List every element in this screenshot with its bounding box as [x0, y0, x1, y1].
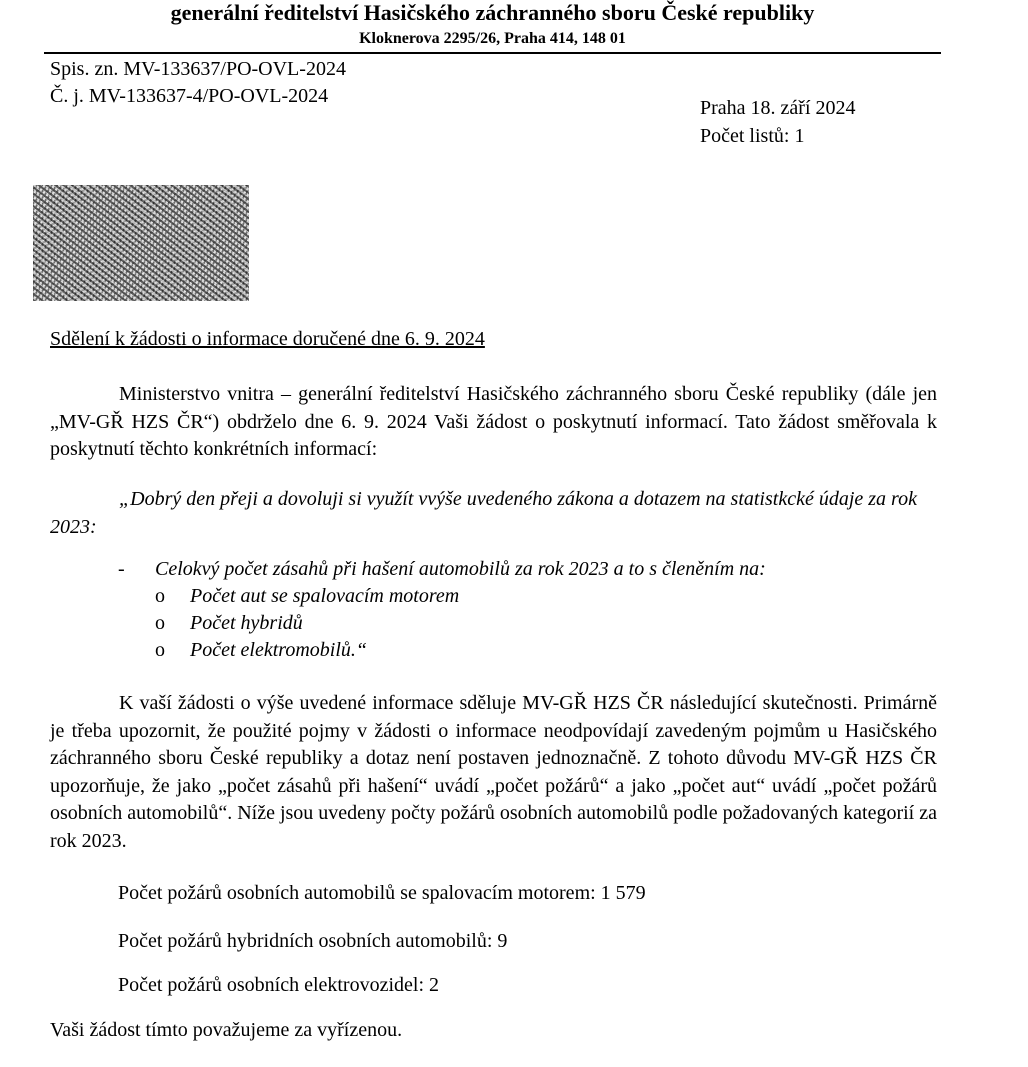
organization-name: generální ředitelství Hasičského záchranného sboru České republiky: [170, 0, 815, 25]
count-electric: Počet požárů osobních elektrovozidel: 2: [118, 974, 440, 996]
circle-bullet: o: [155, 585, 165, 607]
count-combustion-engine: Počet požárů osobních automobilů se spalovacím motorem: 1 579: [118, 882, 646, 904]
header-divider: [44, 52, 941, 54]
count-hybrid: Počet požárů hybridních osobních automobilů: 9: [118, 930, 508, 952]
request-sub-item: Počet elektromobilů.“: [190, 639, 367, 661]
quoted-request: „Dobrý den přeji a dovoluji si využít vvýše uvedeného zákona a dotazem na statistkcké údaje za rok 2023:: [50, 488, 917, 538]
circle-bullet: o: [155, 612, 165, 634]
letter-subject: Sdělení k žádosti o informace doručené dne 6. 9. 2024: [50, 328, 485, 350]
organization-address: Kloknerova 2295/26, Praha 414, 148 01: [359, 30, 626, 47]
redacted-recipient-block: [33, 185, 249, 301]
request-sub-item: Počet hybridů: [190, 612, 303, 634]
closing-sentence: Vaši žádost tímto považujeme za vyřízenou.: [50, 1019, 403, 1041]
intro-paragraph: Ministerstvo vnitra – generální ředitelství Hasičského záchranného sboru České republiky (dále jen „MV-GŘ HZS ČR“) obdrželo dne 6. 9. 2024 Vaši žádost o poskytnutí informací. Tato žádost směřovala k poskytnutí těchto konkrétních informací:: [50, 383, 937, 460]
file-number: Spis. zn. MV-133637/PO-OVL-2024: [50, 58, 346, 80]
response-paragraph: K vaší žádosti o výše uvedené informace sděluje MV-GŘ HZS ČR následující skutečnosti. Primárně je třeba upozornit, že použité pojmy v žádosti o informace neodpovídají zavedeným pojmům u Hasičského záchranného sboru České republiky a dotaz není postaven jednoznačně. Z tohoto důvodu MV-GŘ HZS ČR upozorňuje, že jako „počet zásahů při hašení“ uvádí „počet požárů“ a jako „počet aut“ uvádí „počet požárů osobních automobilů“. Níže jsou uvedeny počty požárů osobních automobilů podle požadovaných kategorií za rok 2023.: [50, 692, 937, 852]
circle-bullet: o: [155, 639, 165, 661]
dash-bullet: -: [118, 558, 125, 580]
letter-date: Praha 18. září 2024: [700, 97, 856, 119]
reference-number: Č. j. MV-133637-4/PO-OVL-2024: [50, 85, 329, 107]
request-sub-item: Počet aut se spalovacím motorem: [190, 585, 460, 607]
request-main-item: Celokvý počet zásahů při hašení automobilů za rok 2023 a to s členěním na:: [155, 558, 766, 580]
sheet-count: Počet listů: 1: [700, 125, 805, 147]
